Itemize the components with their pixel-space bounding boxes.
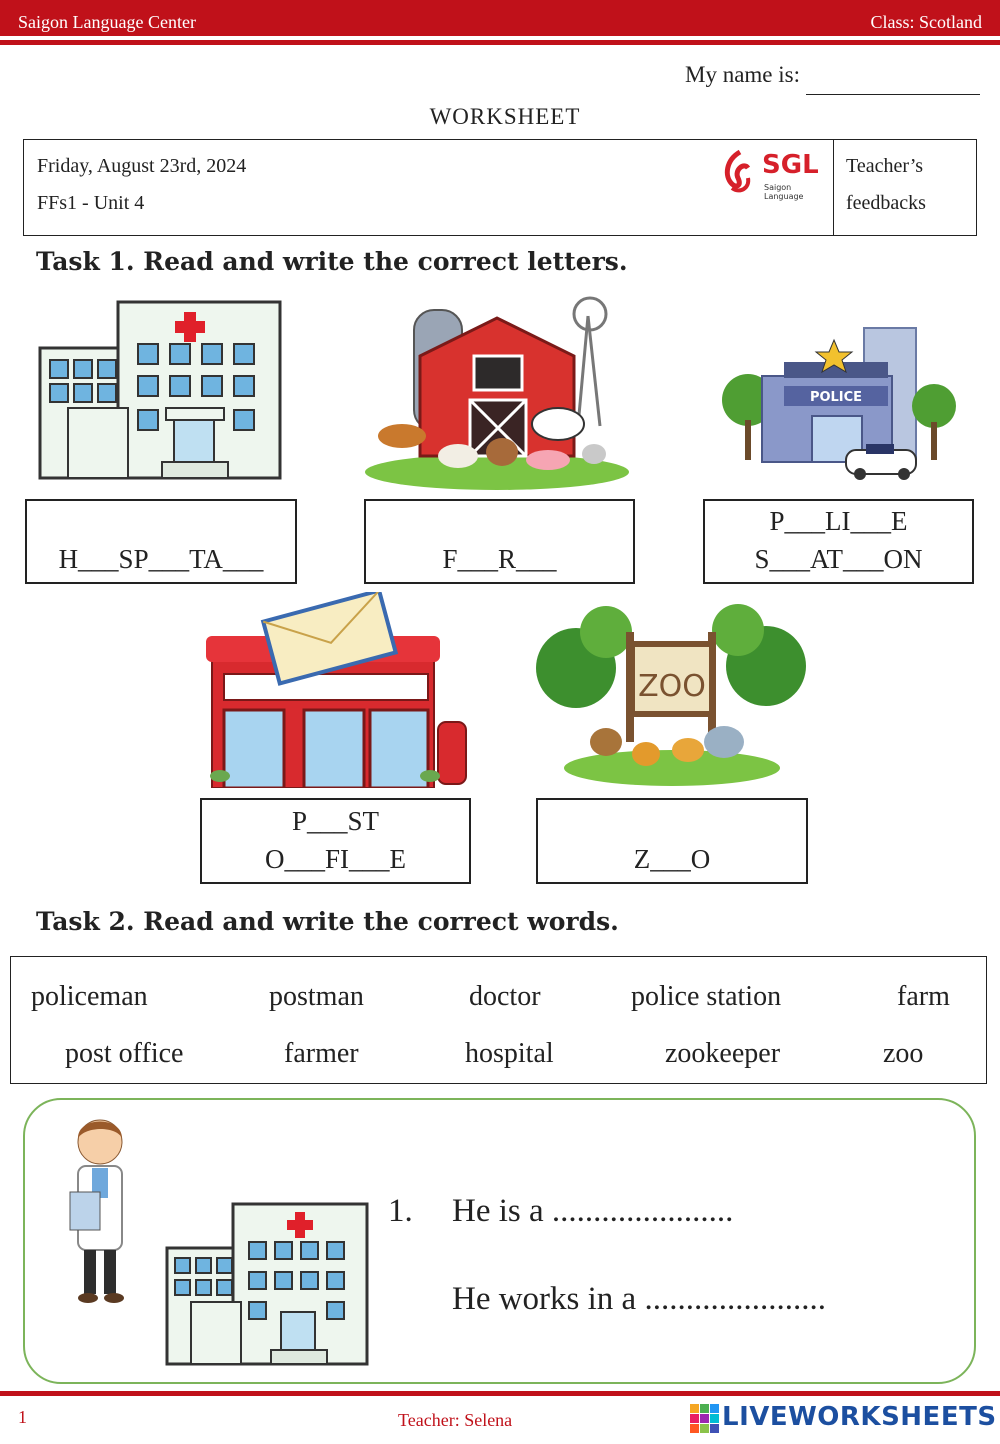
sgl-logo (722, 148, 830, 201)
school-name: Saigon Language Center (18, 12, 196, 32)
info-box (23, 139, 977, 236)
date-text: Friday, August 23rd, 2024 (37, 155, 247, 177)
answer-box-zoo[interactable] (536, 798, 808, 884)
word-item: policeman (31, 981, 148, 1012)
word-item: zookeeper (665, 1038, 781, 1069)
answer-box-post-office[interactable] (200, 798, 471, 884)
answer-box-hospital[interactable] (25, 499, 297, 584)
teacher-name: Teacher: Selena (398, 1410, 513, 1430)
task1-title: Task 1. Read and write the correct letters. (36, 247, 628, 276)
police-station-picture (712, 310, 962, 480)
feedback-label-2: feedbacks (846, 192, 926, 214)
answer-line-1: P___LI___E (769, 506, 908, 536)
page-number: 1 (18, 1407, 27, 1427)
header-bar (0, 0, 1000, 36)
answer-box-farm[interactable] (364, 499, 635, 584)
exercise-hospital-picture (165, 1200, 369, 1366)
word-item: zoo (883, 1038, 924, 1069)
word-bank (10, 956, 987, 1084)
word-item: doctor (469, 981, 541, 1012)
police-sign-text: POLICE (809, 390, 863, 405)
answer-line-1: P___ST (291, 806, 380, 836)
name-input-line[interactable] (806, 94, 980, 95)
word-item: hospital (465, 1038, 554, 1069)
zoo-sign-text: ZOO (638, 669, 706, 704)
feedback-divider (833, 140, 834, 235)
answer-line-2: H___SP___TA___ (58, 544, 264, 574)
name-label: My name is: (685, 62, 800, 87)
answer-line-2: O___FI___E (265, 844, 406, 874)
exercise-sentence-2[interactable]: He works in a ...................... (452, 1281, 826, 1317)
answer-line-2: Z___O (633, 844, 711, 874)
exercise-number: 1. (388, 1193, 413, 1229)
doctor-picture (62, 1110, 138, 1304)
word-item: farm (897, 981, 950, 1012)
exercise-sentence-1[interactable]: He is a ...................... (452, 1193, 734, 1229)
answer-line-2: S___AT___ON (754, 544, 923, 574)
farm-picture (362, 296, 632, 492)
liveworksheets-logo-icon (690, 1404, 722, 1434)
page-title: WORKSHEET (429, 104, 581, 129)
hospital-picture (38, 300, 282, 482)
task2-title: Task 2. Read and write the correct words. (36, 907, 619, 936)
liveworksheets-brand[interactable]: LIVEWORKSHEETS (722, 1402, 997, 1432)
feedback-label-1: Teacher’s (846, 155, 924, 177)
footer-divider (0, 1391, 1000, 1396)
unit-text: FFs1 - Unit 4 (37, 192, 145, 214)
answer-box-police-station[interactable] (703, 499, 974, 584)
word-item: farmer (284, 1038, 359, 1069)
logo-text: SGL (762, 150, 819, 180)
answer-line-2: F___R___ (442, 544, 557, 574)
logo-subtext: Saigon Language (764, 183, 804, 201)
word-item: police station (631, 981, 782, 1012)
word-item: postman (269, 981, 364, 1012)
zoo-picture (536, 592, 808, 788)
header-divider (0, 40, 1000, 45)
post-office-picture (200, 592, 472, 788)
class-name: Class: Scotland (870, 12, 982, 32)
word-item: post office (65, 1038, 184, 1069)
